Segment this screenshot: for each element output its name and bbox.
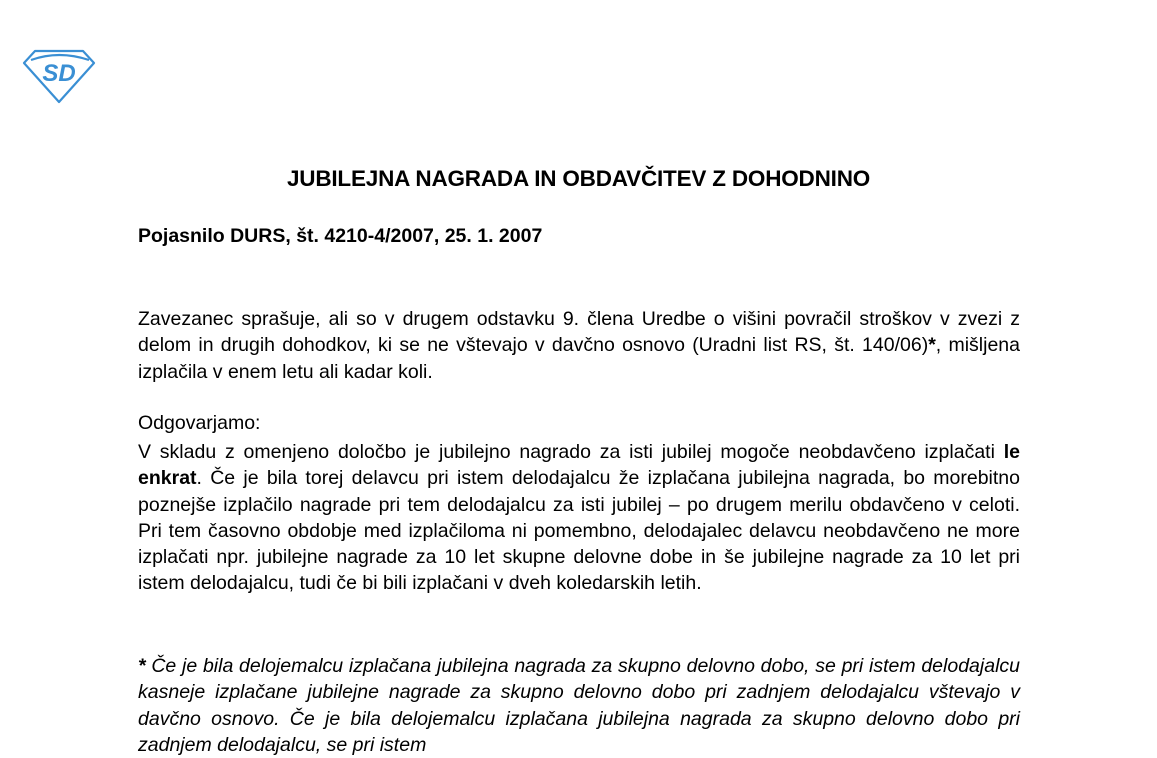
question-text: Zavezanec sprašuje, ali so v drugem odstavku 9. člena Uredbe o višini povračil stroškov v zvezi z delom in drugih dohodkov, ki se ne vštevajo v davčno osnovo (Uradni list RS, št. 140/06)	[138, 308, 1020, 357]
answer-emphasis: le enkrat	[138, 441, 1020, 490]
footnote-text: Če je bila delojemalcu izplačana jubilejna nagrada za skupno delovno dobo, se pri istem delodajalcu kasneje izplačane jubilejne nagrade za skupno delovno dobo pri zadnjem delodajalcu vštevajo v davčno osnovo. Če je bila delojemalcu izplačana jubilejna nagrada za skupno delovno dobo pri zadnjem delodajalcu, se pri istem	[138, 655, 1020, 756]
document-subtitle: Pojasnilo DURS, št. 4210-4/2007, 25. 1. 2007	[138, 225, 543, 247]
answer-heading: Odgovarjamo:	[138, 412, 261, 434]
company-logo	[22, 48, 96, 104]
document-title: JUBILEJNA NAGRADA IN OBDAVČITEV Z DOHODNINO	[286, 166, 871, 191]
logo-mark: SD	[42, 60, 76, 87]
footnote-paragraph	[138, 653, 1020, 758]
answer-paragraph	[138, 439, 1020, 597]
answer-text-end: . Če je bila torej delavcu pri istem delodajalcu že izplačana jubilejna nagrada, bo morebitno poznejše izplačilo nagrade pri tem delodajalcu za isti jubilej – po drugem merilu obdavčeno v celoti. Pri tem časovno obdobje med izplačiloma ni pomembno, delodajalec delavcu neobdavčeno ne more izplačati npr. jubilejne nagrade za 10 let skupne delovne dobe in še jubilejne nagrade za 10 let pri istem delodajalcu, tudi če bi bili izplačani v dveh koledarskih letih.	[138, 467, 1020, 595]
footnote-marker: *	[928, 334, 936, 357]
question-text-end: , mišljena izplačila v enem letu ali kadar koli.	[138, 334, 1020, 383]
question-paragraph	[138, 306, 1020, 385]
answer-text: V skladu z omenjeno določbo je jubilejno nagrado za isti jubilej mogoče neobdavčeno izplačati	[138, 441, 1004, 463]
footnote-star: *	[138, 655, 146, 677]
